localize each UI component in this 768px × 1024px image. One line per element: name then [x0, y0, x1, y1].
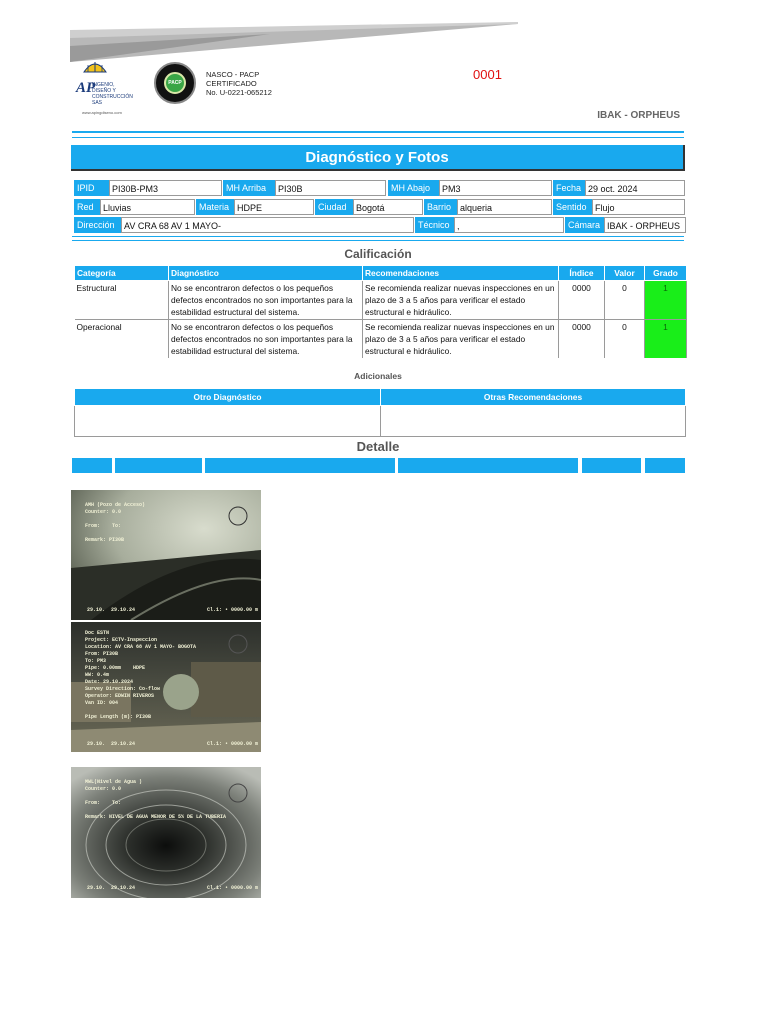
- field-address: [74, 217, 414, 233]
- detail-header-cell: [398, 458, 578, 473]
- field-ipid: [74, 180, 222, 196]
- col-header-value: Valor: [605, 266, 645, 281]
- cell-diagnosis: No se encontraron defectos o los pequeños defectos encontrados no son importantes para la estabilidad estructural del sistema.: [169, 281, 363, 320]
- field-label: Red: [74, 199, 100, 215]
- field-value: PM3: [439, 180, 552, 196]
- detail-header-cell: [582, 458, 641, 473]
- field-network: [74, 199, 195, 215]
- table-row: [75, 281, 687, 320]
- field-label: Sentido: [553, 199, 592, 215]
- logo-letters: AP: [76, 80, 96, 96]
- photo-distance: Cl.1: • 0000.00 m: [207, 607, 259, 613]
- table-header-row: [75, 389, 686, 406]
- cell-category: Estructural: [75, 281, 169, 320]
- field-direction: [553, 199, 685, 215]
- field-label: Dirección: [74, 217, 121, 233]
- field-value: PI30B-PM3: [109, 180, 222, 196]
- logo-website: www.apingdiseno.com: [82, 110, 122, 115]
- col-header-index: Índice: [559, 266, 605, 281]
- field-material: [196, 199, 314, 215]
- table-row: [75, 320, 687, 359]
- field-value: HDPE: [234, 199, 314, 215]
- additional-section-title: Adicionales: [354, 371, 402, 381]
- rating-table: [74, 265, 687, 358]
- photo-date: 29.10. 29.10.24: [87, 607, 136, 613]
- cell-value: 0: [605, 281, 645, 320]
- photo-date: 29.10. 29.10.24: [87, 885, 136, 891]
- logo-subtitle: INGENIO, DISEÑO Y CONSTRUCCIÓN SAS: [92, 82, 133, 106]
- photo-distance: Cl.1: • 0000.00 m: [207, 885, 259, 891]
- field-label: IPID: [74, 180, 109, 196]
- field-label: Materia: [196, 199, 234, 215]
- cell-recommendation: Se recomienda realizar nuevas inspecciones en un plazo de 3 a 5 años para verificar el estado estructural e hidráulico.: [363, 281, 559, 320]
- photo-date: 29.10. 29.10.24: [87, 741, 136, 747]
- table-header-row: [75, 266, 687, 281]
- seal-label: PACP: [168, 80, 182, 86]
- field-value: 29 oct. 2024: [585, 180, 685, 196]
- cell-grade: 1: [645, 320, 687, 359]
- company-logo: [76, 60, 146, 120]
- field-value: IBAK - ORPHEUS: [604, 217, 686, 233]
- additional-table: [74, 388, 686, 437]
- inspection-photo: [71, 767, 261, 898]
- field-district: [424, 199, 552, 215]
- field-label: Barrio: [424, 199, 457, 215]
- cell-index: 0000: [559, 281, 605, 320]
- inspection-photo: [71, 622, 261, 752]
- field-mh-up: [223, 180, 386, 196]
- detail-header-cell: [645, 458, 685, 473]
- detail-header-cell: [115, 458, 202, 473]
- col-header-category: Categoría: [75, 266, 169, 281]
- field-technician: [415, 217, 564, 233]
- photo-distance: Cl.1: • 0000.00 m: [207, 741, 259, 747]
- report-number: 0001: [473, 67, 502, 82]
- field-value: Bogotá: [353, 199, 423, 215]
- field-value: ,: [454, 217, 564, 233]
- col-header-other-diagnosis: Otro Diagnóstico: [75, 389, 381, 406]
- detail-header-cell: [72, 458, 112, 473]
- field-mh-down: [388, 180, 552, 196]
- field-city: [315, 199, 423, 215]
- field-date: [553, 180, 685, 196]
- nasco-seal: [154, 62, 196, 104]
- cell-other-diagnosis: [75, 406, 381, 437]
- col-header-grade: Grado: [645, 266, 687, 281]
- field-label: Cámara: [565, 217, 604, 233]
- header-swoosh-graphic: [70, 20, 518, 62]
- field-label: Ciudad: [315, 199, 353, 215]
- cell-grade: 1: [645, 281, 687, 320]
- photo-overlay-text: MWL(Nivel de Agua ) Counter: 0.0 From: To: Remark: NIVEL DE AGUA MENOR DE 5% DE LA TUBERIA: [85, 779, 227, 820]
- inspection-photo: [71, 490, 261, 620]
- field-camera: [565, 217, 686, 233]
- cell-category: Operacional: [75, 320, 169, 359]
- field-value: Flujo: [592, 199, 685, 215]
- cert-line: No. U-0221-065212: [206, 88, 272, 97]
- field-label: MH Abajo: [388, 180, 439, 196]
- col-header-diagnosis: Diagnóstico: [169, 266, 363, 281]
- cell-index: 0000: [559, 320, 605, 359]
- divider: [72, 131, 684, 133]
- field-value: alqueria: [457, 199, 552, 215]
- col-header-other-recommendations: Otras Recomendaciones: [381, 389, 686, 406]
- certification-block: [206, 70, 272, 97]
- page-title: Diagnóstico y Fotos: [71, 145, 685, 171]
- field-value: Lluvias: [100, 199, 195, 215]
- detail-section-title: Detalle: [356, 439, 400, 454]
- table-row: [75, 406, 686, 437]
- field-label: MH Arriba: [223, 180, 275, 196]
- cert-line: CERTIFICADO: [206, 79, 257, 88]
- divider: [72, 236, 684, 237]
- col-header-recommendation: Recomendaciones: [363, 266, 559, 281]
- photo-overlay-text: AMH (Pozo de Acceso) Counter: 0.0 From: To: Remark: PI30B: [85, 502, 146, 543]
- detail-header-cell: [205, 458, 395, 473]
- cert-line: NASCO - PACP: [206, 70, 260, 79]
- divider: [72, 240, 684, 241]
- photo-overlay-text: Doc ESTN Project: ECTV-Inspeccion Location: AV CRA 68 AV 1 MAYO- BOGOTA From: PI30B To: PM3 Pipe: 0.00mm HDPE WW: 0.4m Date: 29.10.2024 Survey Direction: Co-flow Operator: EDWIN RIVEROS Van ID: 004 Pipe Length (m): PI30B: [85, 630, 197, 720]
- cell-diagnosis: No se encontraron defectos o los pequeños defectos encontrados no son importantes para la estabilidad estructural del sistema.: [169, 320, 363, 359]
- cell-other-recommendations: [381, 406, 686, 437]
- rating-section-title: Calificación: [344, 247, 412, 261]
- cell-recommendation: Se recomienda realizar nuevas inspecciones en un plazo de 3 a 5 años para verificar el estado estructural e hidráulico.: [363, 320, 559, 359]
- field-label: Técnico: [415, 217, 454, 233]
- camera-model-header: IBAK - ORPHEUS: [597, 110, 680, 121]
- field-value: AV CRA 68 AV 1 MAYO-: [121, 217, 414, 233]
- divider: [72, 137, 684, 138]
- cell-value: 0: [605, 320, 645, 359]
- field-label: Fecha: [553, 180, 585, 196]
- field-value: PI30B: [275, 180, 386, 196]
